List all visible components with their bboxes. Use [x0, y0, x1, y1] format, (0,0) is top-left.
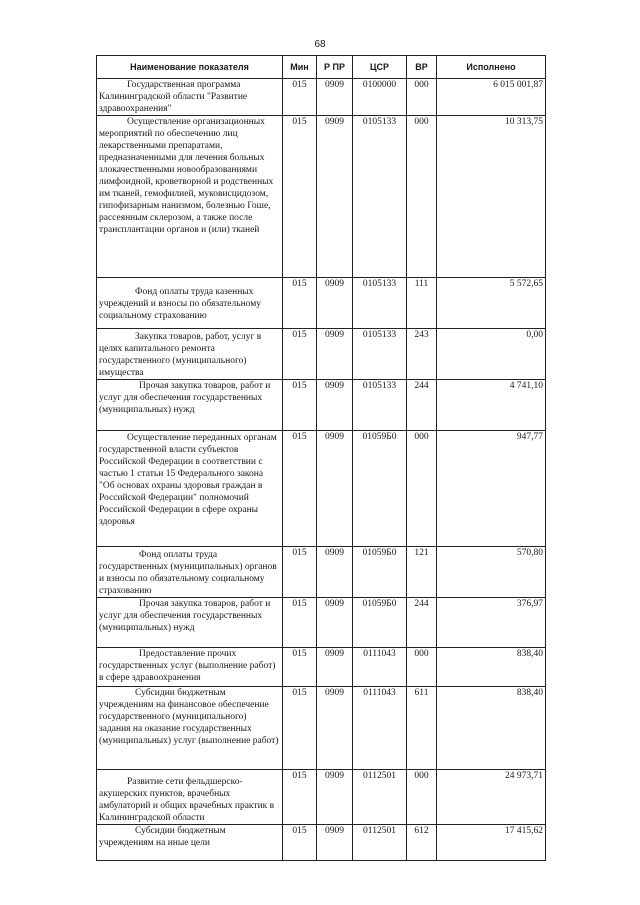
table-row — [97, 431, 546, 547]
indicator-name: Субсидии бюджетным учреждениям на иные цели — [99, 826, 226, 848]
indicator-name-cell — [97, 770, 283, 825]
expense-type-code: 611 — [407, 687, 437, 770]
table-row — [97, 79, 546, 116]
ministry-code: 015 — [283, 431, 317, 547]
target-article-code: 01059Б0 — [353, 431, 407, 547]
section-code: 0909 — [317, 329, 353, 380]
executed-amount: 24 973,71 — [437, 770, 546, 825]
executed-amount: 838,40 — [437, 648, 546, 687]
indicator-name: Прочая закупка товаров, работ и услуг для обеспечения государственных (муниципальных) нужд — [99, 381, 271, 415]
table-row — [97, 648, 546, 687]
column-header-name: Наименование показателя — [97, 56, 283, 79]
table-row — [97, 116, 546, 278]
indicator-name: Фонд оплаты труда казенных учреждений и взносы по обязательному социальному страхованию — [99, 287, 261, 321]
section-code: 0909 — [317, 431, 353, 547]
indicator-name: Государственная программа Калининградской области "Развитие здравоохранения" — [99, 80, 248, 114]
expense-type-code: 000 — [407, 648, 437, 687]
target-article-code: 0105133 — [353, 329, 407, 380]
ministry-code: 015 — [283, 79, 317, 116]
ministry-code: 015 — [283, 547, 317, 598]
indicator-name-cell — [97, 278, 283, 329]
indicator-name-cell — [97, 79, 283, 116]
table-row — [97, 825, 546, 861]
section-code: 0909 — [317, 770, 353, 825]
executed-amount: 947,77 — [437, 431, 546, 547]
section-code: 0909 — [317, 278, 353, 329]
executed-amount: 5 572,65 — [437, 278, 546, 329]
ministry-code: 015 — [283, 825, 317, 861]
target-article-code: 0105133 — [353, 380, 407, 431]
indicator-name-cell — [97, 648, 283, 687]
indicator-name-cell — [97, 380, 283, 431]
indicator-name: Осуществление переданных органам государственной власти субъектов Российской Федерации в соответствии с частью 1 статьи 15 Федерального закона "Об основах охраны здоровья граждан в Российской Федерации" полномочий Российской Федерации в сфере охраны здоровья — [99, 433, 277, 527]
section-code: 0909 — [317, 648, 353, 687]
indicator-name: Прочая закупка товаров, работ и услуг для обеспечения государственных (муниципальных) нужд — [99, 599, 271, 633]
table-header-row — [97, 56, 546, 79]
ministry-code: 015 — [283, 598, 317, 648]
section-code: 0909 — [317, 380, 353, 431]
column-header-min: Мин — [283, 56, 317, 79]
column-header-csr: ЦСР — [353, 56, 407, 79]
target-article-code: 0111043 — [353, 648, 407, 687]
indicator-name-cell — [97, 547, 283, 598]
target-article-code: 0100000 — [353, 79, 407, 116]
ministry-code: 015 — [283, 380, 317, 431]
expense-type-code: 612 — [407, 825, 437, 861]
section-code: 0909 — [317, 547, 353, 598]
indicator-name: Субсидии бюджетным учреждениям на финансовое обеспечение государственного (муниципального) задания на оказание государственных (муниципальных) услуг (выполнение работ) — [99, 688, 279, 746]
target-article-code: 0105133 — [353, 116, 407, 278]
target-article-code: 0112501 — [353, 825, 407, 861]
ministry-code: 015 — [283, 116, 317, 278]
table-row — [97, 687, 546, 770]
indicator-name: Осуществление организационных мероприятий по обеспечению лиц лекарственными препаратами, предназначенными для лечения больных злокачественными новообразованиями лимфоидной, кроветворной и родственных им тканей, гемофилией, муковисцидозом, гипофизарным нанизмом, болезнью Гоше, рассеянным склерозом, а также после трансплантации органов и (или) тканей — [99, 117, 274, 235]
ministry-code: 015 — [283, 687, 317, 770]
ministry-code: 015 — [283, 770, 317, 825]
executed-amount: 376,97 — [437, 598, 546, 648]
ministry-code: 015 — [283, 648, 317, 687]
budget-table — [96, 55, 546, 861]
target-article-code: 01059Б0 — [353, 547, 407, 598]
indicator-name-cell — [97, 598, 283, 648]
indicator-name: Предоставление прочих государственных услуг (выполнение работ) в сфере здравоохранения — [99, 649, 276, 683]
section-code: 0909 — [317, 598, 353, 648]
expense-type-code: 000 — [407, 770, 437, 825]
table-row — [97, 278, 546, 329]
indicator-name-cell — [97, 687, 283, 770]
table-row — [97, 598, 546, 648]
expense-type-code: 244 — [407, 380, 437, 431]
executed-amount: 838,40 — [437, 687, 546, 770]
indicator-name-cell — [97, 431, 283, 547]
indicator-name: Развитие сети фельдшерско-акушерских пунктов, врачебных амбулаторий и общих врачебных практик в Калининградской области — [99, 777, 275, 823]
indicator-name: Закупка товаров, работ, услуг в целях капитального ремонта государственного (муниципального) имущества — [99, 332, 262, 378]
table-row — [97, 380, 546, 431]
column-header-rpr: Р ПР — [317, 56, 353, 79]
indicator-name: Фонд оплаты труда государственных (муниципальных) органов и взносы по обязательному социальному страхованию — [99, 550, 277, 596]
ministry-code: 015 — [283, 329, 317, 380]
table-row — [97, 547, 546, 598]
executed-amount: 17 415,62 — [437, 825, 546, 861]
expense-type-code: 000 — [407, 116, 437, 278]
expense-type-code: 000 — [407, 431, 437, 547]
indicator-name-cell — [97, 329, 283, 380]
section-code: 0909 — [317, 116, 353, 278]
target-article-code: 0111043 — [353, 687, 407, 770]
column-header-vr: ВР — [407, 56, 437, 79]
executed-amount: 0,00 — [437, 329, 546, 380]
expense-type-code: 000 — [407, 79, 437, 116]
table-row — [97, 329, 546, 380]
column-header-executed: Исполнено — [437, 56, 546, 79]
section-code: 0909 — [317, 687, 353, 770]
target-article-code: 01059Б0 — [353, 598, 407, 648]
section-code: 0909 — [317, 79, 353, 116]
target-article-code: 0112501 — [353, 770, 407, 825]
expense-type-code: 121 — [407, 547, 437, 598]
ministry-code: 015 — [283, 278, 317, 329]
indicator-name-cell — [97, 825, 283, 861]
indicator-name-cell — [97, 116, 283, 278]
executed-amount: 6 015 001,87 — [437, 79, 546, 116]
table-row — [97, 770, 546, 825]
page-number: 68 — [314, 39, 326, 50]
expense-type-code: 244 — [407, 598, 437, 648]
executed-amount: 570,80 — [437, 547, 546, 598]
expense-type-code: 243 — [407, 329, 437, 380]
target-article-code: 0105133 — [353, 278, 407, 329]
section-code: 0909 — [317, 825, 353, 861]
executed-amount: 4 741,10 — [437, 380, 546, 431]
executed-amount: 10 313,75 — [437, 116, 546, 278]
expense-type-code: 111 — [407, 278, 437, 329]
